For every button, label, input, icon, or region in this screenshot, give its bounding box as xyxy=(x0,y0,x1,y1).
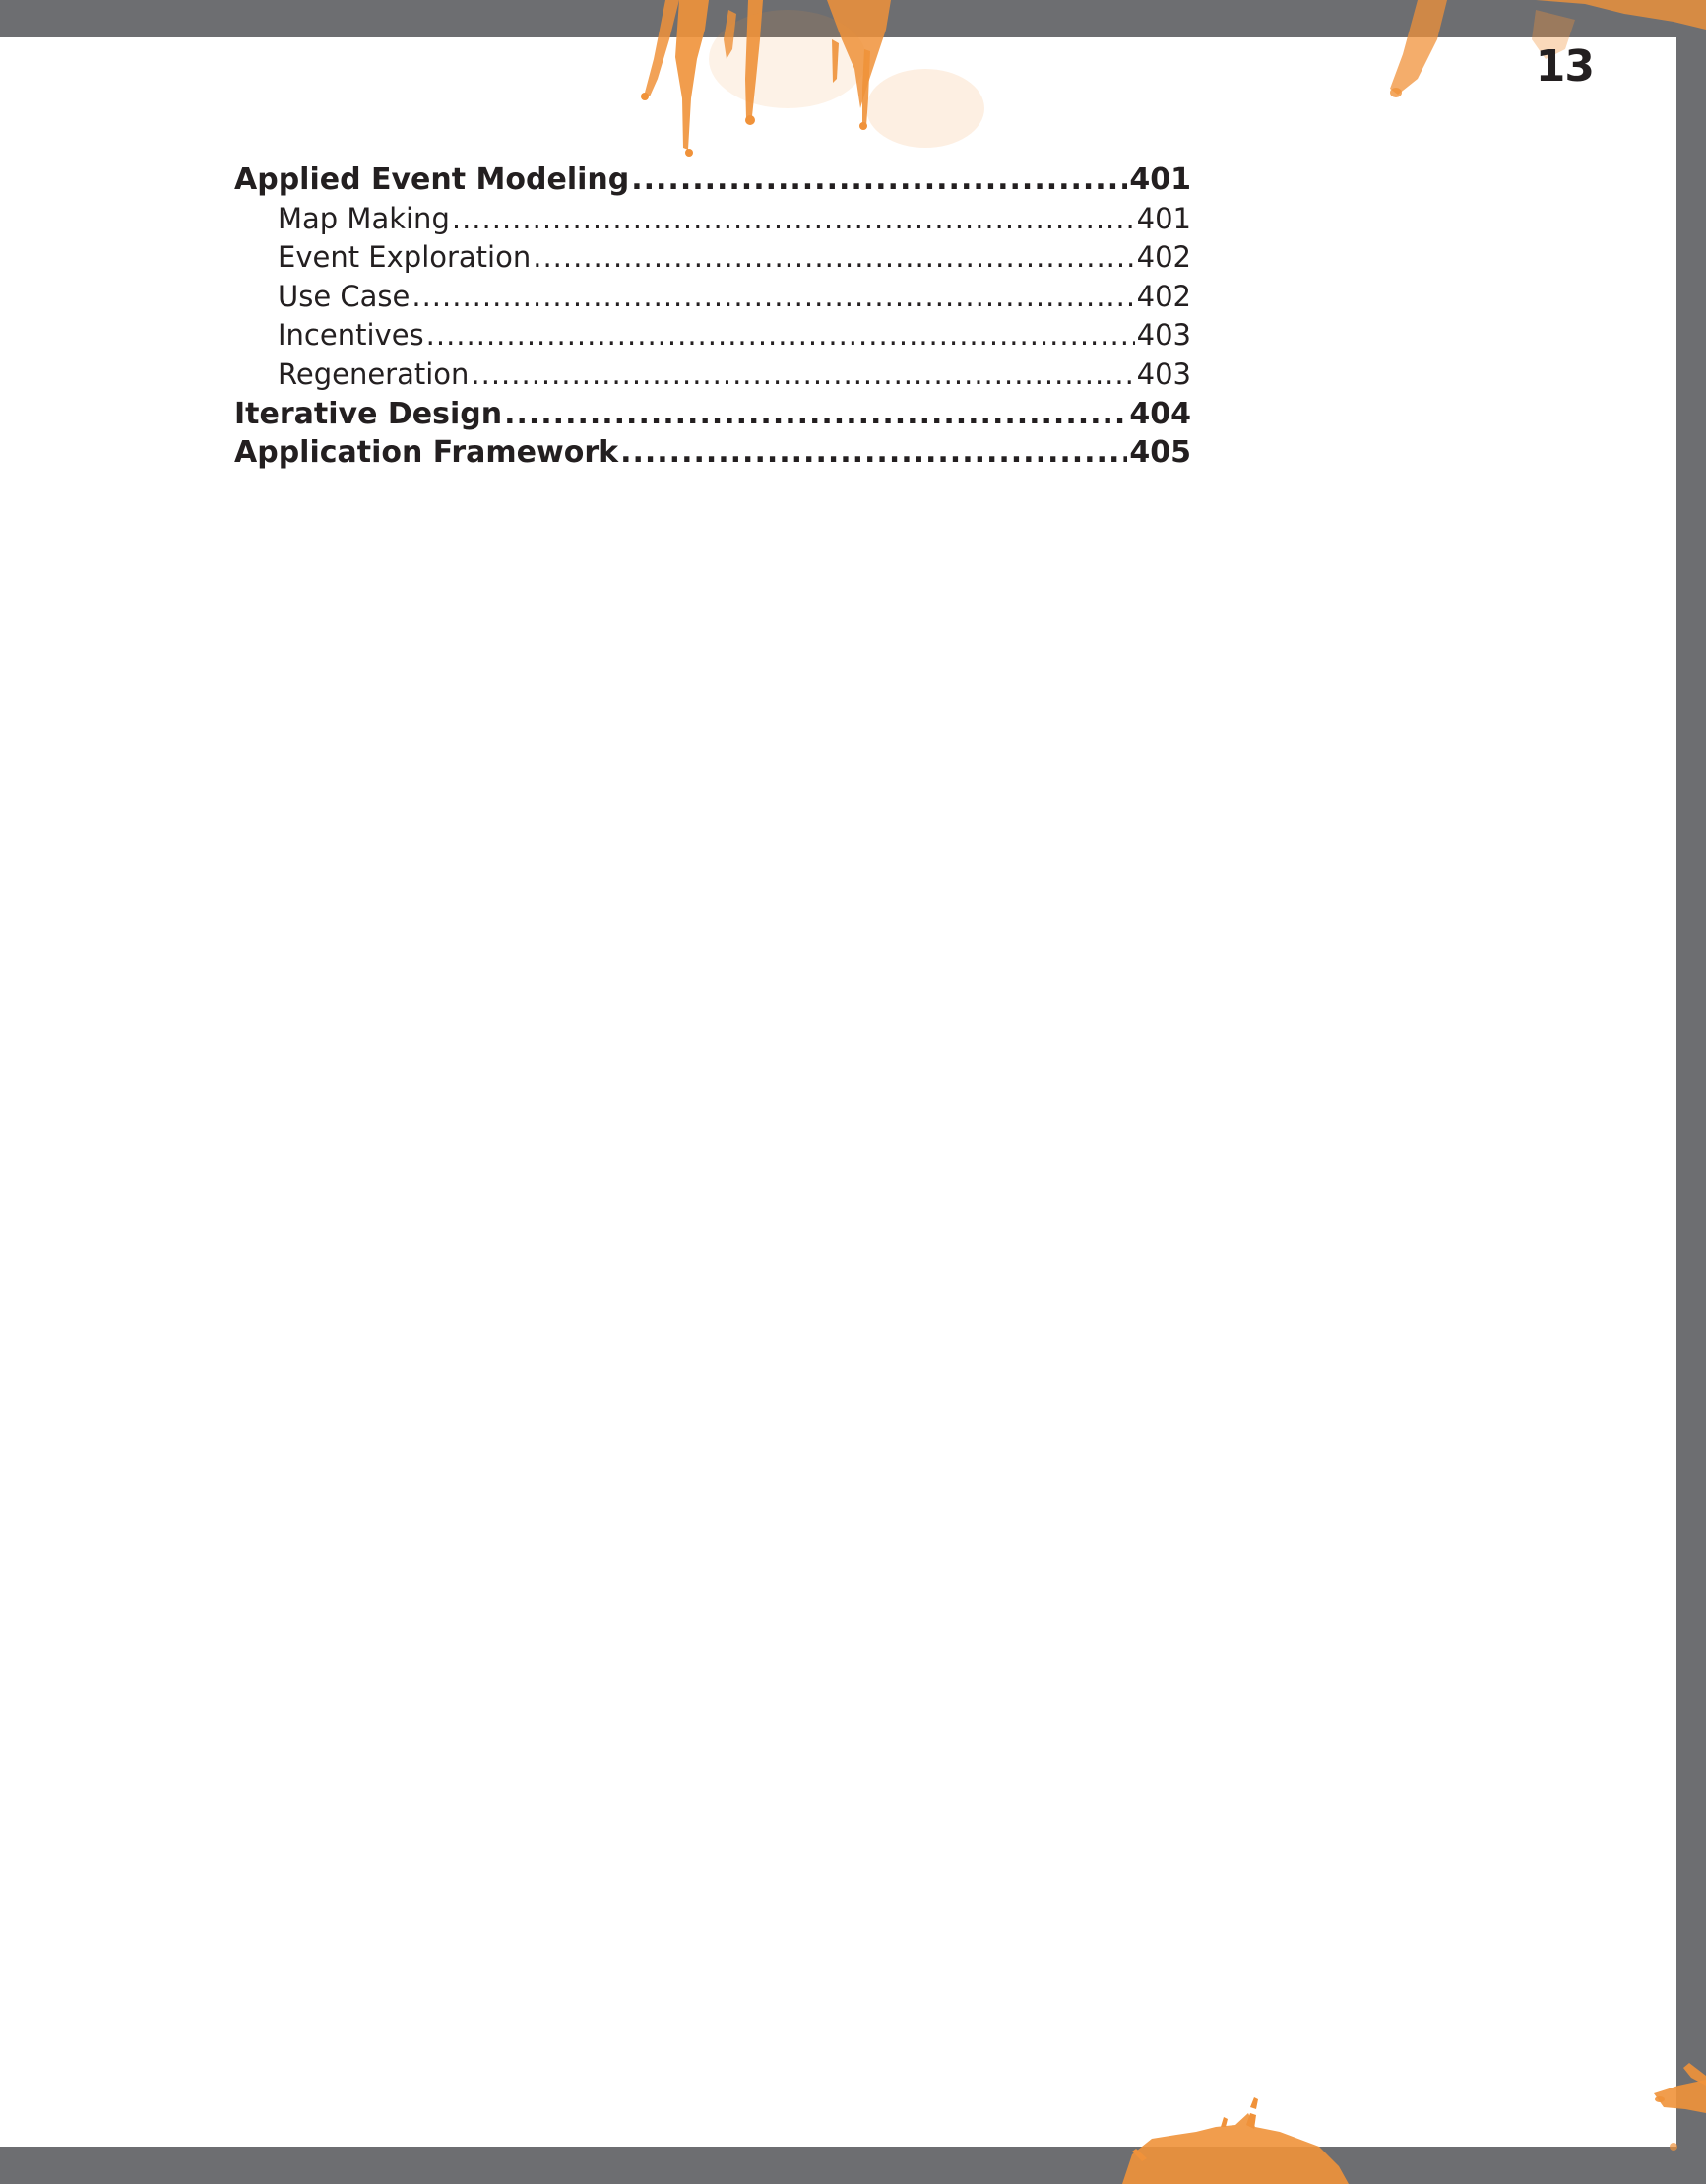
toc-dot-leader xyxy=(504,395,1127,434)
toc-dot-leader xyxy=(452,200,1135,239)
toc-entry[interactable] xyxy=(234,395,1191,434)
toc-entry-page: 403 xyxy=(1136,356,1191,391)
table-of-contents xyxy=(234,161,1191,473)
toc-subentry[interactable] xyxy=(234,316,1191,355)
toc-dot-leader xyxy=(411,278,1134,317)
toc-entry-page: 402 xyxy=(1136,279,1191,313)
toc-entry-page: 402 xyxy=(1136,240,1191,275)
toc-entry-title: Applied Event Modeling xyxy=(234,162,630,197)
toc-entry-title: Map Making xyxy=(278,201,450,235)
toc-entry-page: 401 xyxy=(1129,162,1191,197)
toc-entry-title: Incentives xyxy=(278,318,424,353)
toc-entry-page: 403 xyxy=(1136,318,1191,353)
toc-entry-page: 401 xyxy=(1136,201,1191,235)
toc-entry-title: Iterative Design xyxy=(234,396,503,431)
page-number: 13 xyxy=(1535,41,1594,92)
toc-entry-title: Regeneration xyxy=(278,356,470,391)
toc-subentry[interactable] xyxy=(234,278,1191,317)
toc-entry[interactable] xyxy=(234,433,1191,473)
toc-dot-leader xyxy=(426,316,1135,355)
toc-entry-title: Use Case xyxy=(278,279,411,313)
toc-dot-leader xyxy=(533,238,1134,278)
toc-entry[interactable] xyxy=(234,161,1191,200)
toc-subentry[interactable] xyxy=(234,238,1191,278)
toc-dot-leader xyxy=(631,161,1127,200)
toc-entry-page: 405 xyxy=(1129,435,1191,471)
toc-entry-title: Event Exploration xyxy=(278,240,532,275)
toc-subentry[interactable] xyxy=(234,200,1191,239)
toc-dot-leader xyxy=(620,433,1127,473)
toc-entry-title: Application Framework xyxy=(234,435,619,471)
toc-subentry[interactable] xyxy=(234,355,1191,395)
toc-dot-leader xyxy=(471,355,1134,395)
toc-entry-page: 404 xyxy=(1129,396,1191,431)
